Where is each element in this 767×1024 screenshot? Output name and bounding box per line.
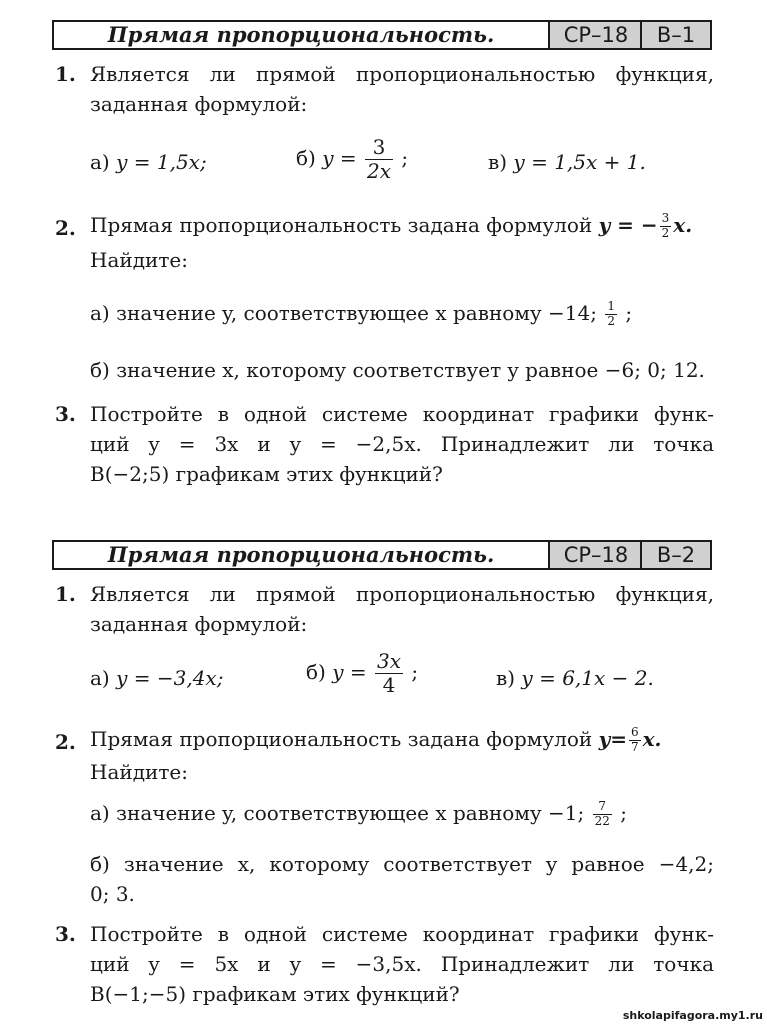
option-c-formula: y = 6,1x − 2. <box>521 666 654 690</box>
task-1-option-c <box>496 666 654 690</box>
task-1-number: 1. <box>55 62 76 86</box>
option-b-label: б) <box>306 660 326 684</box>
part-a-fraction <box>593 800 612 829</box>
task-2-text-line-1 <box>90 212 692 241</box>
fraction-numerator: 3 <box>365 136 393 160</box>
task-2-number: 2. <box>55 730 76 754</box>
option-b-lhs: y = <box>322 146 357 170</box>
fraction-denominator: 2x <box>366 159 391 183</box>
part-a-numerator: 1 <box>607 299 615 313</box>
part-a-end: ; <box>625 300 633 325</box>
watermark: shkolapifagora.my1.ru <box>622 1009 763 1022</box>
task-2-text-line-2: Найдите: <box>90 760 188 784</box>
task-1-option-c <box>488 150 646 174</box>
header-variant: В–1 <box>640 20 712 50</box>
option-c-label: в) <box>496 666 516 690</box>
task-3-line-1: Постройте в одной системе координат графики функ- <box>90 922 714 946</box>
option-b-lhs: y = <box>332 660 367 684</box>
part-a-text: а) значение y, соответствующее x равному −14; <box>90 300 597 325</box>
option-b-end: ; <box>401 146 409 170</box>
option-a-formula: y = −3,4x; <box>116 666 224 690</box>
variant-1-header <box>52 20 712 52</box>
task-2-part-b-line-1: б) значение x, которому соответствует y равное −4,2; <box>90 852 714 876</box>
task-1-option-a <box>90 150 207 174</box>
option-b-label: б) <box>296 146 316 170</box>
option-b-fraction <box>375 650 403 697</box>
coef-numerator: 3 <box>661 211 670 225</box>
task-3-line-3: B(−2;5) графикам этих функций? <box>90 462 443 486</box>
task-1-text-line-1: Является ли прямой пропорциональностью функция, <box>90 582 714 606</box>
task-2-formula-lhs: y = − <box>598 212 658 237</box>
part-a-denominator: 2 <box>607 313 615 328</box>
task-3-line-2: ций y = 5x и y = −3,5x. Принадлежит ли точка <box>90 952 714 976</box>
option-a-label: а) <box>90 150 110 174</box>
part-a-denominator: 22 <box>594 813 610 828</box>
task-3-line-1: Постройте в одной системе координат графики функ- <box>90 402 714 426</box>
task-2-part-b: б) значение x, которому соответствует y равное −6; 0; 12. <box>90 358 705 382</box>
header-code: СР–18 <box>548 540 644 570</box>
task-2-part-a <box>90 300 632 329</box>
task-2-text-line-2: Найдите: <box>90 248 188 272</box>
option-a-formula: y = 1,5x; <box>116 150 207 174</box>
task-2-part-b-line-2: 0; 3. <box>90 882 135 906</box>
task-1-option-b <box>306 650 418 697</box>
header-variant: В–2 <box>640 540 712 570</box>
coef-denominator: 7 <box>630 739 639 754</box>
task-1-option-a <box>90 666 223 690</box>
header-title: Прямая пропорциональность. <box>52 20 550 50</box>
option-a-label: а) <box>90 666 110 690</box>
option-c-formula: y = 1,5x + 1. <box>513 150 646 174</box>
task-2-coefficient <box>629 726 641 755</box>
task-2-formula-var: x. <box>642 726 662 751</box>
task-2-text: Прямая пропорциональность задана формулой <box>90 212 593 237</box>
option-b-fraction <box>365 136 393 183</box>
header-title: Прямая пропорциональность. <box>52 540 550 570</box>
part-a-end: ; <box>620 800 627 825</box>
fraction-denominator: 4 <box>382 673 396 697</box>
option-b-end: ; <box>411 660 419 684</box>
variant-2-header <box>52 540 712 572</box>
task-2-formula-var: x. <box>673 212 693 237</box>
task-1-text-line-1: Является ли прямой пропорциональностью функция, <box>90 62 714 86</box>
task-1-number: 1. <box>55 582 76 606</box>
task-1-text-line-2: заданная формулой: <box>90 612 308 636</box>
task-2-number: 2. <box>55 216 76 240</box>
task-1-option-b <box>296 136 408 183</box>
task-2-coefficient <box>660 212 672 241</box>
part-a-numerator: 7 <box>593 800 612 815</box>
task-2-text-line-1 <box>90 726 662 755</box>
task-1-text-line-2: заданная формулой: <box>90 92 308 116</box>
fraction-numerator: 3x <box>376 649 401 673</box>
coef-numerator: 6 <box>630 725 639 739</box>
part-a-fraction <box>605 300 617 329</box>
task-3-line-2: ций y = 3x и y = −2,5x. Принадлежит ли точка <box>90 432 714 456</box>
header-code: СР–18 <box>548 20 644 50</box>
task-2-part-a <box>90 800 627 829</box>
task-3-line-3: B(−1;−5) графикам этих функций? <box>90 982 460 1006</box>
task-3-number: 3. <box>55 922 76 946</box>
task-2-formula-lhs: y= <box>598 726 627 751</box>
part-a-text: а) значение y, соответствующее x равному −1; <box>90 800 585 825</box>
coef-denominator: 2 <box>661 225 670 240</box>
task-2-text: Прямая пропорциональность задана формулой <box>90 726 593 751</box>
option-c-label: в) <box>488 150 508 174</box>
task-3-number: 3. <box>55 402 76 426</box>
